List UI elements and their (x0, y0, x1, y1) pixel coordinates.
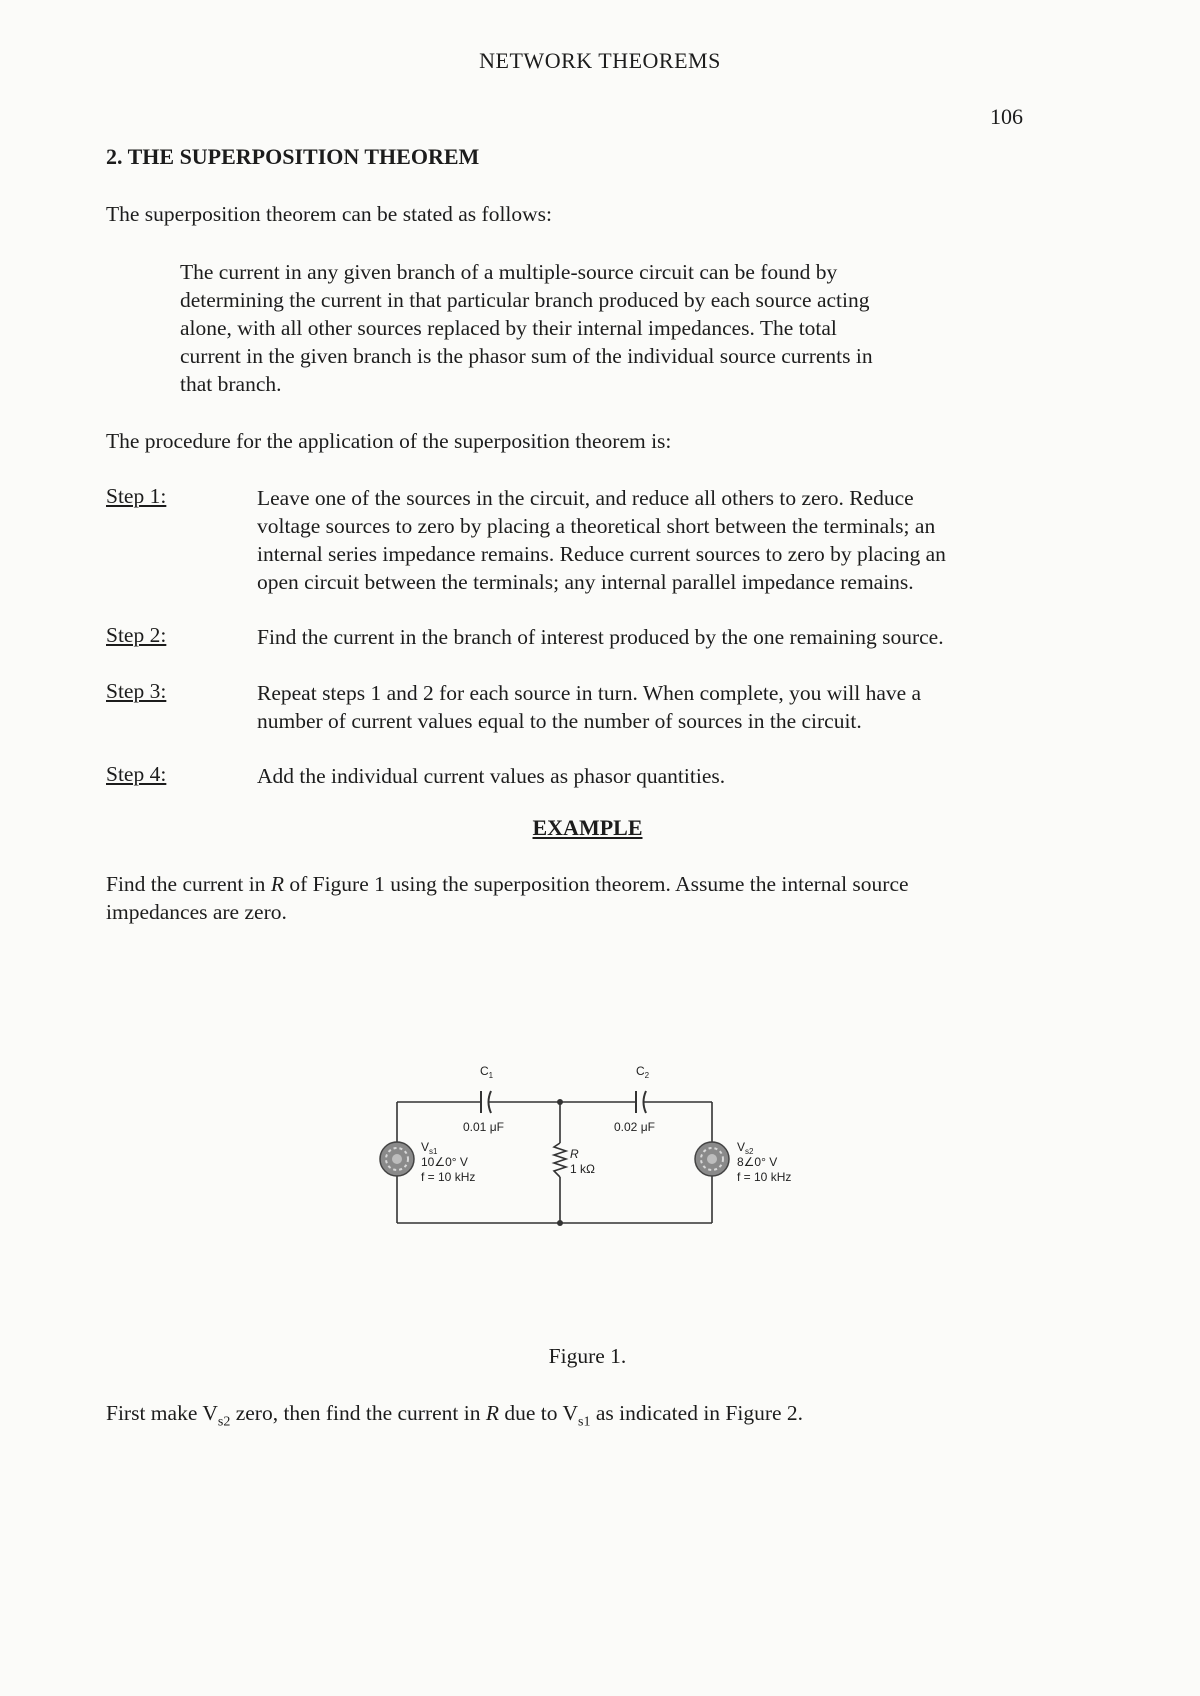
intro-paragraph: The superposition theorem can be stated as follows: (106, 202, 553, 226)
problem-line-2: impedances are zero. (106, 900, 287, 924)
step-line: Find the current in the branch of interest produced by the one remaining source. (257, 625, 944, 649)
junction-dot (557, 1099, 563, 1105)
vs2-frequency: f = 10 kHz (737, 1170, 792, 1184)
junction-dot (557, 1220, 563, 1226)
statement-line: alone, with all other sources replaced by their internal impedances. The total (180, 316, 837, 340)
step-1-text (257, 484, 1057, 596)
step-4-text (257, 762, 1057, 790)
step-line: Repeat steps 1 and 2 for each source in turn. When complete, you will have a (257, 681, 922, 705)
statement-line: that branch. (180, 372, 282, 396)
statement-line: current in the given branch is the phasor sum of the individual source currents in (180, 344, 873, 368)
c2-value: 0.02 μF (614, 1120, 655, 1134)
example-problem (106, 870, 1066, 926)
step-4-label: Step 4: (106, 762, 167, 786)
problem-line-1: Find the current in R of Figure 1 using the superposition theorem. Assume the internal source (106, 872, 909, 896)
example-heading: EXAMPLE (532, 815, 643, 840)
step-line: open circuit between the terminals; any internal parallel impedance remains. (257, 570, 914, 594)
statement-line: The current in any given branch of a multiple-source circuit can be found by (180, 260, 838, 284)
vs1-frequency: f = 10 kHz (421, 1170, 476, 1184)
circuit-diagram (370, 1055, 830, 1255)
running-header: NETWORK THEOREMS (479, 48, 721, 73)
vs2-label: $V_{s2}$ (737, 1140, 754, 1156)
step-3-label: Step 3: (106, 679, 167, 703)
step-3-text (257, 679, 1057, 735)
r-label: R (570, 1147, 579, 1161)
step-line: Add the individual current values as phasor quantities. (257, 764, 726, 788)
c1-value: 0.01 μF (463, 1120, 504, 1134)
step-2-label: Step 2: (106, 623, 167, 647)
step-1-label: Step 1: (106, 484, 167, 508)
section-title: 2. THE SUPERPOSITION THEOREM (106, 144, 480, 169)
c2-label: $C_2$ (636, 1064, 650, 1080)
step-line: number of current values equal to the number of sources in the circuit. (257, 709, 862, 733)
step-line: voltage sources to zero by placing a theoretical short between the terminals; an (257, 514, 936, 538)
page-number: 106 (990, 104, 1023, 129)
vs1-value: 10∠0° V (421, 1155, 468, 1169)
procedure-intro: The procedure for the application of the superposition theorem is: (106, 429, 672, 453)
theorem-statement (180, 258, 1000, 398)
vs1-label: $V_{s1}$ (421, 1140, 438, 1156)
closing-sentence: First make $V_{s2}$ zero, then find the current in R due to $V_{s1}$ as indicated in Figure 2. (106, 1401, 804, 1430)
figure-caption: Figure 1. (548, 1344, 627, 1368)
step-2-text (257, 623, 1057, 651)
step-line: internal series impedance remains. Reduce current sources to zero by placing an (257, 542, 946, 566)
r-value: 1 kΩ (570, 1162, 595, 1176)
resistor (554, 1143, 566, 1177)
step-line: Leave one of the sources in the circuit, and reduce all others to zero. Reduce (257, 486, 914, 510)
statement-line: determining the current in that particular branch produced by each source acting (180, 288, 870, 312)
vs2-value: 8∠0° V (737, 1155, 778, 1169)
c1-label: $C_1$ (480, 1064, 494, 1080)
